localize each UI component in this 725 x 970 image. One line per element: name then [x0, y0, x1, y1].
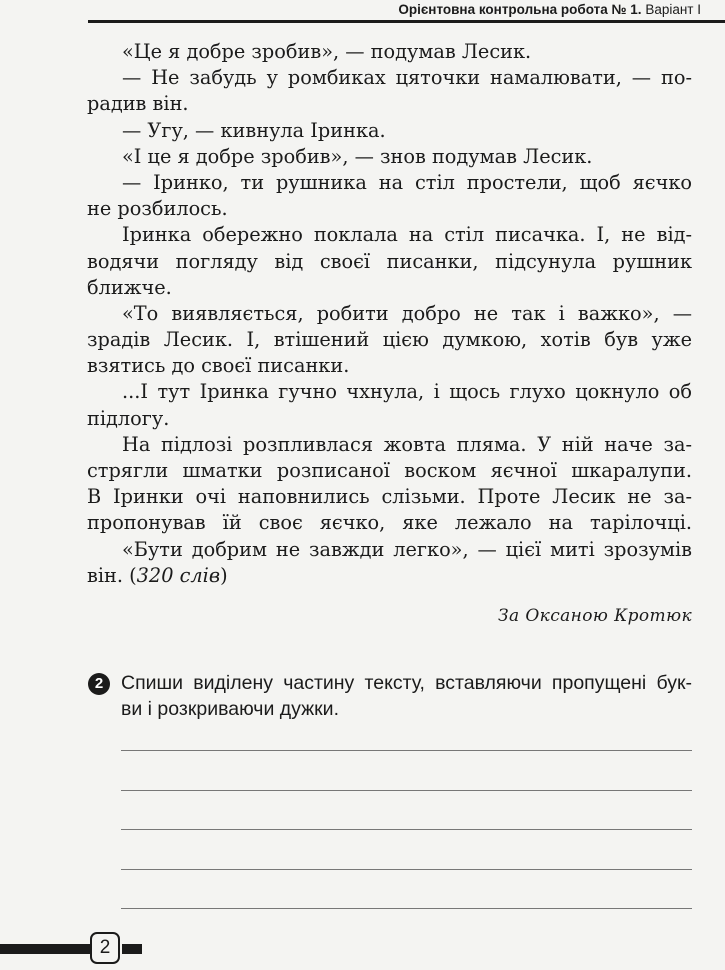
word-count-close: ): [220, 563, 228, 587]
task-instruction: [121, 670, 692, 722]
word-count: 320 слів: [136, 563, 221, 587]
story-text: [87, 39, 692, 589]
text-line: радив він.: [87, 92, 189, 116]
writing-line[interactable]: [121, 790, 692, 791]
text-line: зрадів Лесик. І, втішений цією думкою, хотів був уже: [87, 328, 692, 352]
text-line: «Бути добрим не завжди легко», — цієї миті зрозумів: [122, 537, 692, 561]
task-line-1: Спиши виділену частину тексту, вставляючи пропущені бук-: [121, 672, 692, 694]
final-line-text: він. (: [87, 563, 137, 587]
text-line: Іринка обережно поклала на стіл писачка. І, не від-: [122, 223, 692, 247]
footer-bar-right: [122, 944, 142, 954]
task-number-badge: 2: [88, 673, 110, 695]
text-line: «Це я добре зробив», — подумав Лесик.: [122, 40, 532, 63]
text-line: — Не забудь у ромбиках цяточки намалювати, — по-: [122, 66, 692, 90]
text-line: стрягли шматки розписаної воском яєчної шкаралупи.: [87, 459, 692, 482]
text-line: підлогу.: [87, 406, 170, 430]
writing-line[interactable]: [121, 750, 692, 751]
text-line: водячи погляду від своєї писанки, підсунула рушник: [87, 249, 692, 273]
text-line: взятись до своєї писанки.: [87, 354, 350, 378]
text-line: «То виявляється, робити добро не так і важко», —: [122, 301, 692, 325]
task-line-2: ви і розкриваючи дужки.: [121, 698, 339, 720]
text-line-final: [87, 563, 692, 589]
footer-bar-left: [0, 944, 92, 954]
text-line: В Іринки очі наповнились слізьми. Проте Лесик не за-: [87, 485, 692, 509]
text-line: не розбилось.: [87, 197, 228, 221]
writing-line[interactable]: [121, 908, 692, 909]
writing-line[interactable]: [121, 829, 692, 830]
header-title: Орієнтовна контрольна робота № 1.: [398, 2, 642, 17]
text-line: пропонував їй своє яєчко, яке лежало на тарілочці.: [87, 511, 692, 535]
text-line: ближче.: [87, 275, 172, 299]
writing-line[interactable]: [121, 869, 692, 870]
text-line: ...І тут Іринка гучно чхнула, і щось глухо цокнуло об: [122, 380, 692, 404]
text-line: На підлозі розпливлася жовта пляма. У ній наче за-: [122, 432, 692, 456]
header-rule: [88, 20, 725, 23]
text-source: За Оксаною Кротюк: [498, 606, 692, 626]
page-number: 2: [90, 932, 120, 964]
text-line: «І це я добре зробив», — знов подумав Лесик.: [122, 144, 593, 168]
text-line: — Іринко, ти рушника на стіл простели, щоб яєчко: [122, 170, 692, 194]
header-variant: Варіант I: [645, 2, 701, 17]
text-line: — Угу, — кивнула Іринка.: [122, 118, 386, 142]
running-header: [398, 2, 701, 17]
